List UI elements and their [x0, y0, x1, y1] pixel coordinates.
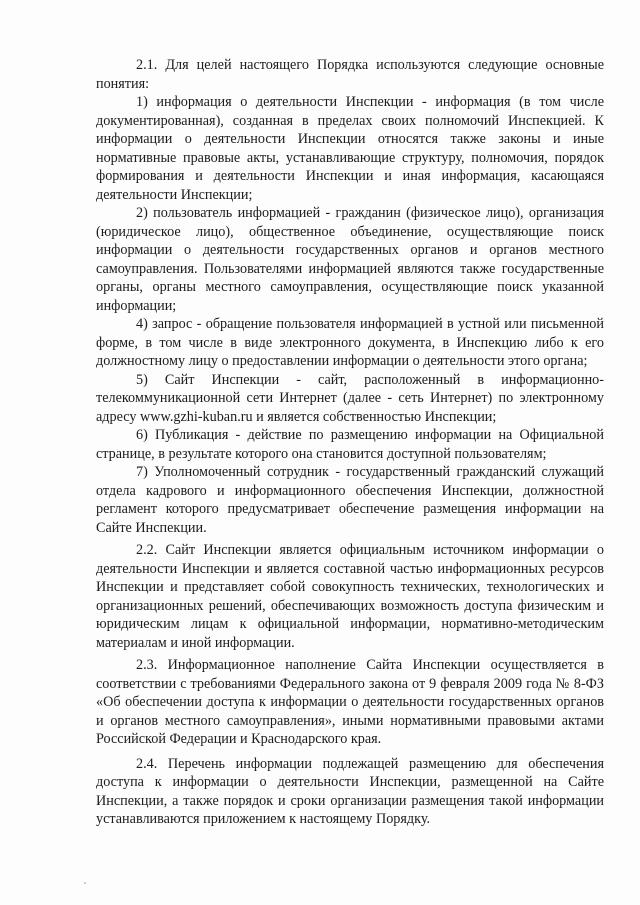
paragraph-item-5: 5) Сайт Инспекции - сайт, расположенный в информационно-телекоммуникационной сети Интернет (далее - сеть Интернет) по электронному адресу www.gzhi-kuban.ru и является собственностью Инспекции; — [96, 371, 604, 425]
paragraph-item-6: 6) Публикация - действие по размещению информации на Официальной странице, в результате которого она становится доступной пользователям; — [96, 427, 604, 462]
paragraph-item-4: 4) запрос - обращение пользователя информацией в устной или письменной форме, в том числе в виде электронного документа, в Инспекцию либо к его должностному лицу о предоставлении информации о деятельности этого органа; — [96, 316, 604, 369]
paragraph-2-3: 2.3. Информационное наполнение Сайта Инспекции осуществляется в соответствии с требованиями Федерального закона от 9 февраля 2009 года № 8-ФЗ «Об обеспечении доступа к информации о деятельности государственных органов и органов местного самоуправления», иными нормативными правовыми актами Российской Федерации и Краснодарского края. — [96, 657, 604, 747]
paragraph-item-2: 2) пользователь информацией - гражданин (физическое лицо), организация (юридическое лицо), общественное объединение, осуществляющие поиск информации о деятельности государственных органов и органов местного самоуправления. Пользователями информацией являются также государственные органы, органы местного самоуправления, осуществляющие поиск указанной информации; — [96, 205, 604, 314]
paragraph-2-1: 2.1. Для целей настоящего Порядка используются следующие основные понятия: — [96, 57, 604, 92]
document-body — [96, 56, 604, 829]
paragraph-item-7: 7) Уполномоченный сотрудник - государственный гражданский служащий отдела кадрового и информационного обеспечения Инспекции, должностной регламент которого предусматривает обеспечение размещения информации на Сайте Инспекции. — [96, 464, 604, 536]
scan-speck — [84, 882, 86, 884]
paragraph-item-1: 1) информация о деятельности Инспекции - информация (в том числе документированная), созданная в пределах своих полномочий Инспекцией. К информации о деятельности Инспекции относятся также законы и иные нормативные правовые акты, устанавливающие структуру, полномочия, порядок формирования и деятельности Инспекции и иная информация, касающаяся деятельности Инспекции; — [96, 94, 604, 203]
paragraph-2-2: 2.2. Сайт Инспекции является официальным источником информации о деятельности Инспекции и является составной частью информационных ресурсов Инспекции и представляет собой совокупность технических, технологических и организационных решений, обеспечивающих возможность доступа физическим и юридическим лицам к официальной информации, нормативно-методическим материалам и иной информации. — [96, 542, 604, 651]
paragraph-2-4: 2.4. Перечень информации подлежащей размещению для обеспечения доступа к информации о деятельности Инспекции, размещенной на Сайте Инспекции, а также порядок и сроки организации размещения такой информации устанавливаются приложением к настоящему Порядку. — [96, 755, 604, 827]
